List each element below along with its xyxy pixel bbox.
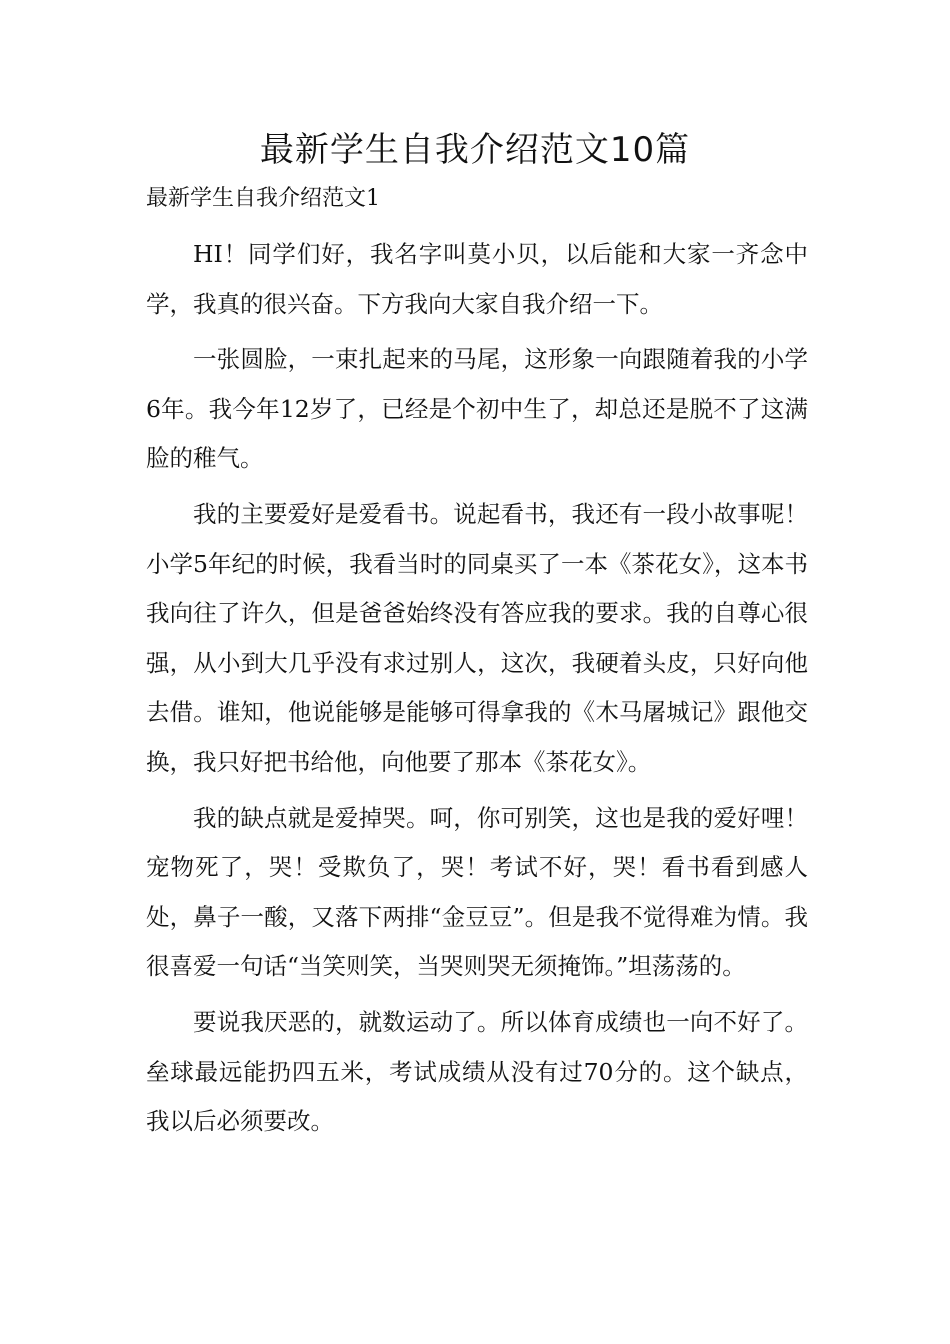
document-body (146, 230, 808, 1153)
paragraph-4: 我的缺点就是爱掉哭。呵，你可别笑，这也是我的爱好哩！宠物死了，哭！受欺负了，哭！考试不好，哭！看书看到感人处，鼻子一酸，又落下两排“金豆豆”。但是我不觉得难为情。我很喜爱一句话“当笑则笑，当哭则哭无须掩饰。”坦荡荡的。 (146, 803, 808, 981)
paragraph-5: 要说我厌恶的，就数运动了。所以体育成绩也一向不好了。垒球最远能扔四五米，考试成绩从没有过70分的。这个缺点，我以后必须要改。 (146, 1007, 808, 1136)
paragraph-1: HI！同学们好，我名字叫莫小贝，以后能和大家一齐念中学，我真的很兴奋。下方我向大家自我介绍一下。 (146, 240, 808, 318)
paragraph-2: 一张圆脸，一束扎起来的马尾，这形象一向跟随着我的小学6年。我今年12岁了，已经是个初中生了，却总还是脱不了这满脸的稚气。 (146, 345, 808, 473)
document-title: 最新学生自我介绍范文10篇 (259, 130, 691, 170)
section-heading: 最新学生自我介绍范文1 (146, 186, 380, 211)
paragraph-3: 我的主要爱好是爱看书。说起看书，我还有一段小故事呢！小学5年纪的时候，我看当时的同桌买了一本《茶花女》，这本书我向往了许久，但是爸爸始终没有答应我的要求。我的自尊心很强，从小到大几乎没有求过别人，这次，我硬着头皮，只好向他去借。谁知，他说能够是能够可得拿我的《木马屠城记》跟他交换，我只好把书给他，向他要了那本《茶花女》。 (146, 499, 808, 776)
